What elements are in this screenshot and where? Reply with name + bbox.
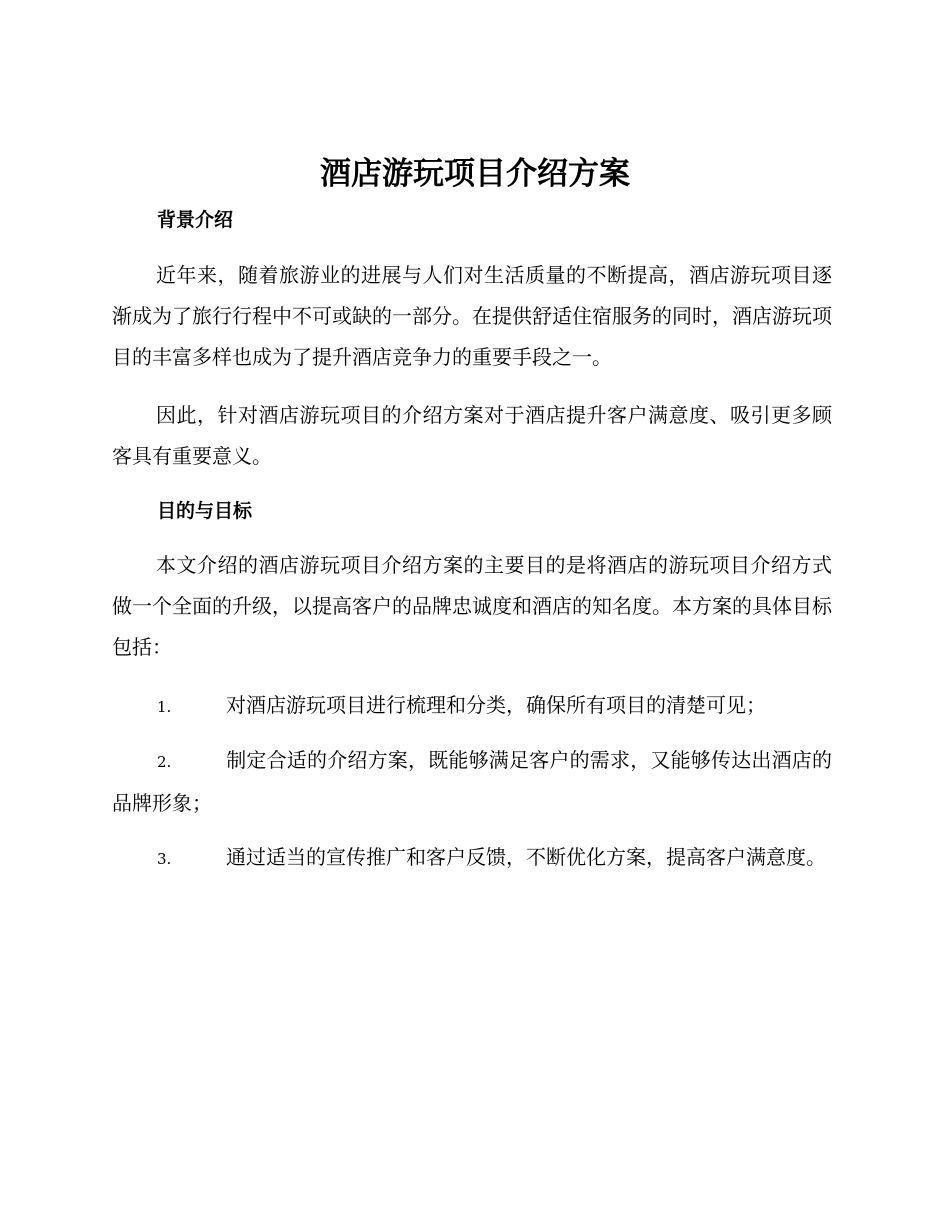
list-item-text: 对酒店游玩项目进行梳理和分类，确保所有项目的清楚可见；	[226, 693, 766, 717]
paragraph-background-1: 近年来，随着旅游业的进展与人们对生活质量的不断提高，酒店游玩项目逐渐成为了旅行行程中不可或缺的一部分。在提供舒适住宿服务的同时，酒店游玩项目的丰富多样也成为了提升酒店竞争力的重要手段之一。	[112, 263, 832, 369]
list-item-3	[112, 837, 832, 880]
list-item-text: 制定合适的介绍方案，既能够满足客户的需求，又能够传达出酒店的品牌形象；	[112, 748, 832, 815]
list-number: 2.	[157, 753, 172, 771]
paragraph-background-2: 因此，针对酒店游玩项目的介绍方案对于酒店提升客户满意度、吸引更多顾客具有重要意义。	[112, 403, 832, 468]
list-number: 1.	[157, 698, 172, 716]
section-heading-background: 背景介绍	[157, 209, 234, 231]
paragraph-goals-intro: 本文介绍的酒店游玩项目介绍方案的主要目的是将酒店的游玩项目介绍方式做一个全面的升级，以提高客户的品牌忠诚度和酒店的知名度。本方案的具体目标包括：	[112, 553, 832, 659]
section-heading-goals: 目的与目标	[157, 500, 253, 522]
list-item-1	[112, 685, 832, 728]
list-item-2	[112, 740, 832, 824]
list-number: 3.	[157, 850, 172, 868]
list-item-text: 通过适当的宣传推广和客户反馈，不断优化方案，提高客户满意度。	[226, 845, 826, 869]
document-title: 酒店游玩项目介绍方案	[320, 156, 630, 192]
